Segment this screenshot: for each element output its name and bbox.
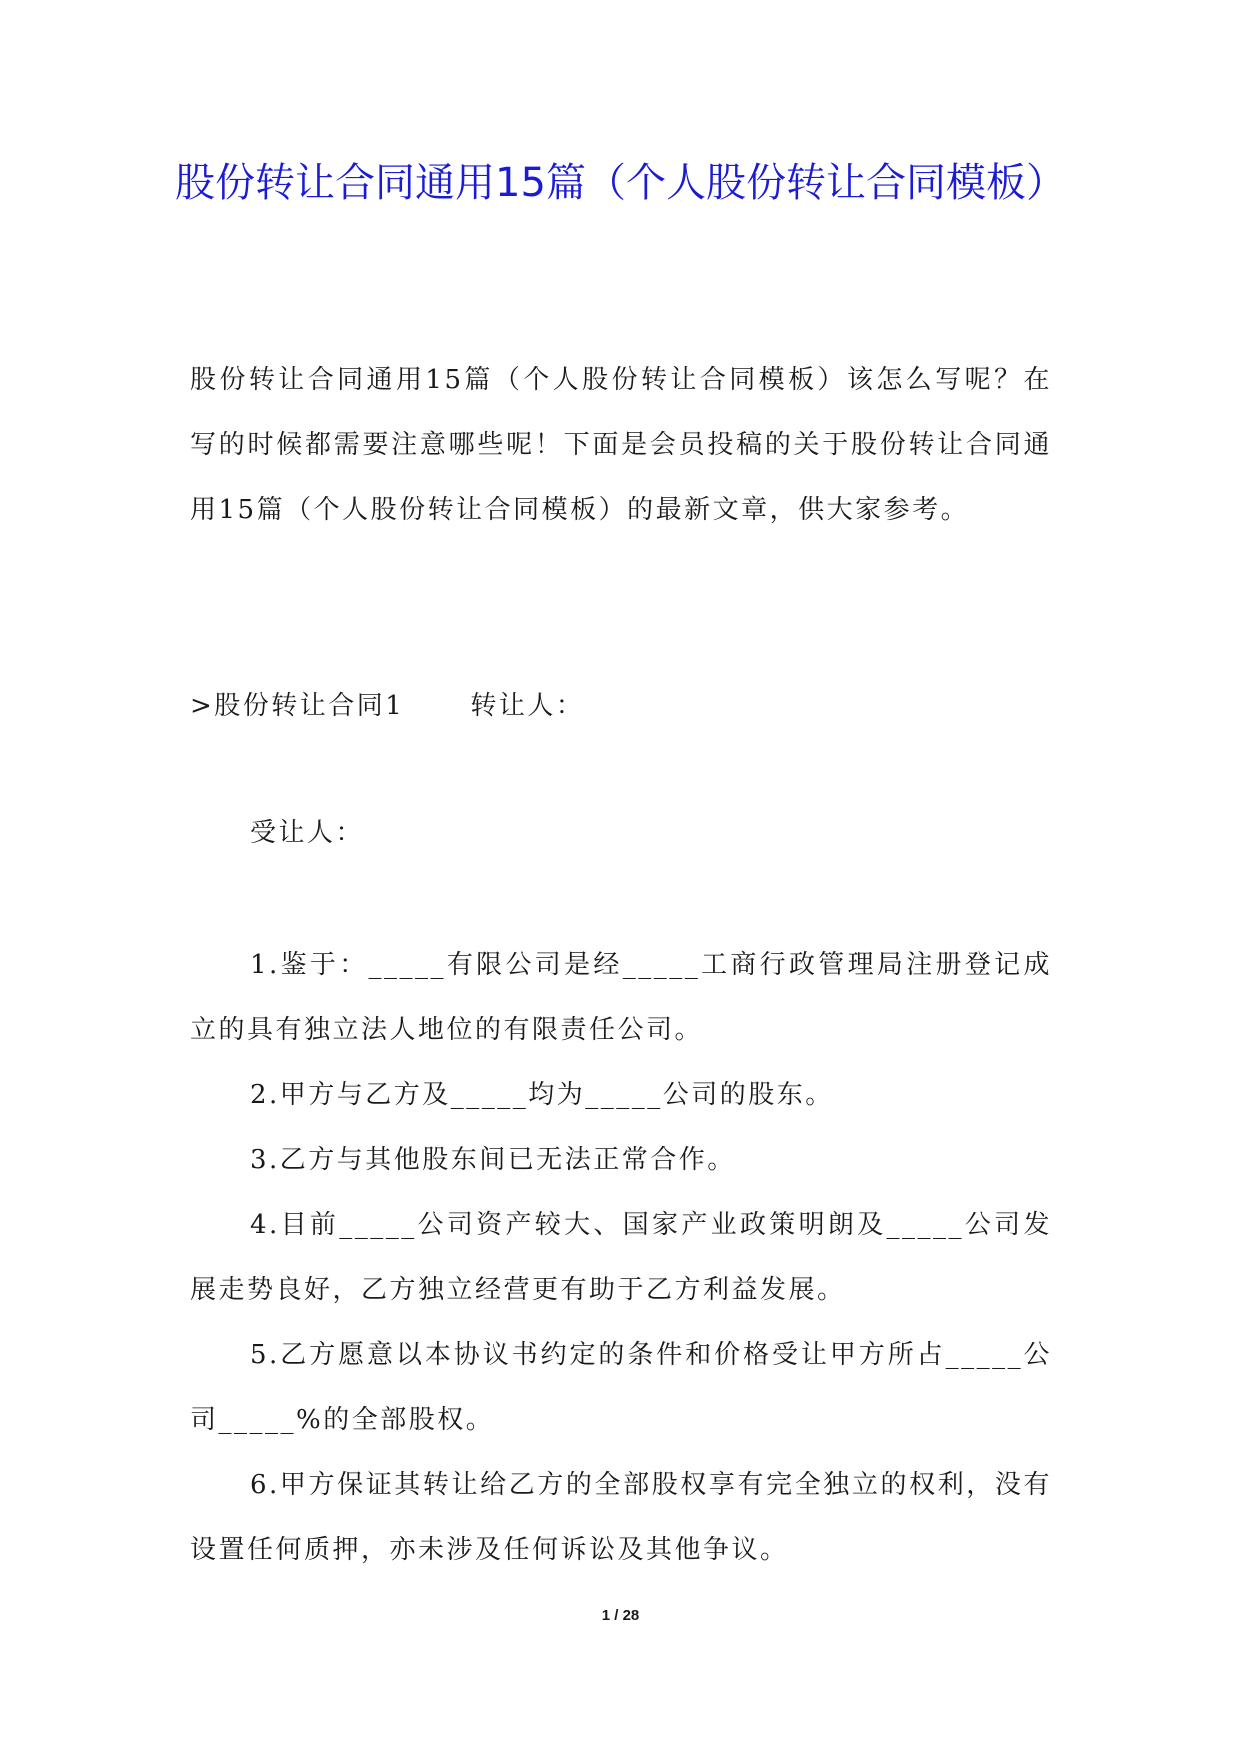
document-title: 股份转让合同通用15篇（个人股份转让合同模板） bbox=[175, 160, 1066, 206]
page-number: 1 / 28 bbox=[601, 1607, 640, 1624]
clause-2: 2.甲方与乙方及_____均为_____公司的股东。 bbox=[250, 1080, 834, 1110]
section-heading-line bbox=[190, 674, 1052, 739]
section-heading: >股份转让合同1 bbox=[190, 691, 405, 721]
clause-4: 4.目前_____公司资产较大、国家产业政策明朗及_____公司发展走势良好，乙方独立经营更有助于乙方利益发展。 bbox=[190, 1210, 1052, 1305]
clause-5: 5.乙方愿意以本协议书约定的条件和价格受让甲方所占_____公司_____%的全部股权。 bbox=[190, 1340, 1052, 1435]
clause-6: 6.甲方保证其转让给乙方的全部股权享有完全独立的权利，没有设置任何质押，亦未涉及任何诉讼及其他争议。 bbox=[190, 1470, 1052, 1565]
transferee-label: 受让人： bbox=[250, 818, 365, 848]
clause-3: 3.乙方与其他股东间已无法正常合作。 bbox=[250, 1145, 736, 1175]
intro-paragraph: 股份转让合同通用15篇（个人股份转让合同模板）该怎么写呢？在写的时候都需要注意哪些呢！下面是会员投稿的关于股份转让合同通用15篇（个人股份转让合同模板）的最新文章，供大家参考。 bbox=[190, 365, 1052, 525]
clause-1: 1.鉴于：_____有限公司是经_____工商行政管理局注册登记成立的具有独立法人地位的有限责任公司。 bbox=[190, 950, 1052, 1045]
transferor-label: 转让人： bbox=[470, 691, 585, 721]
